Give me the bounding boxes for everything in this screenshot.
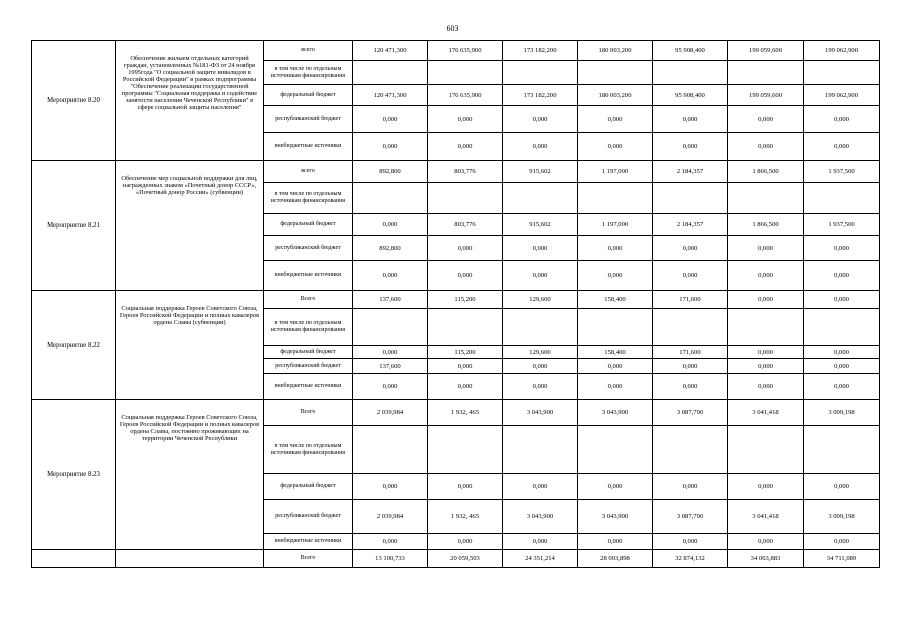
funding-source-cell: республиканский бюджет [264,359,353,374]
amount-cell: 0,000 [728,236,804,261]
measure-cell: Мероприятие 8.23 [32,400,116,550]
amount-cell: 0,000 [503,261,578,291]
amount-cell [503,309,578,346]
amount-cell: 3 041,418 [728,400,804,426]
amount-cell [428,309,503,346]
amount-cell: 95 908,400 [653,85,728,106]
amount-cell: 129,600 [503,346,578,359]
amount-cell: 0,000 [578,261,653,291]
amount-cell: 0,000 [578,236,653,261]
amount-cell [503,61,578,85]
amount-cell: 0,000 [653,106,728,133]
amount-cell [578,183,653,214]
amount-cell: 0,000 [804,236,880,261]
amount-cell: 3 041,418 [728,500,804,534]
amount-cell: 0,000 [578,374,653,400]
funding-source-cell: в том числе по отдельным источникам финансирования [264,309,353,346]
amount-cell: 176 635,900 [428,85,503,106]
amount-cell [804,61,880,85]
amount-cell [728,183,804,214]
amount-cell [428,183,503,214]
amount-cell [804,426,880,474]
amount-cell: 0,000 [578,359,653,374]
amount-cell: 0,000 [804,133,880,161]
amount-cell: 0,000 [503,236,578,261]
amount-cell: 0,000 [804,346,880,359]
amount-cell: 0,000 [503,474,578,500]
amount-cell [728,426,804,474]
amount-cell [728,61,804,85]
page-number: 603 [446,24,459,33]
table-row [32,291,880,309]
amount-cell: 0,000 [428,359,503,374]
amount-cell [578,61,653,85]
amount-cell [353,183,428,214]
amount-cell: 0,000 [578,106,653,133]
funding-source-cell: в том числе по отдельным источникам финансирования [264,61,353,85]
amount-cell: 0,000 [503,106,578,133]
amount-cell: 173 182,200 [503,85,578,106]
amount-cell [728,309,804,346]
amount-cell: 0,000 [728,346,804,359]
amount-cell: 0,000 [428,236,503,261]
amount-cell: 0,000 [503,374,578,400]
amount-cell: 199 059,600 [728,41,804,61]
measure-cell: Мероприятие 8.20 [32,41,116,161]
table-row [32,41,880,61]
amount-cell: 3 043,900 [503,500,578,534]
amount-cell: 115,200 [428,291,503,309]
amount-cell: 0,000 [653,534,728,550]
amount-cell [653,426,728,474]
amount-cell [804,309,880,346]
amount-cell: 129,600 [503,291,578,309]
amount-cell [353,309,428,346]
amount-cell [428,61,503,85]
amount-cell: 3 043,900 [503,400,578,426]
amount-cell: 0,000 [503,133,578,161]
amount-cell: 171,600 [653,346,728,359]
amount-cell: 915,602 [503,214,578,236]
amount-cell: 2 184,357 [653,214,728,236]
amount-cell [503,183,578,214]
amount-cell: 0,000 [653,359,728,374]
amount-cell: 1 197,000 [578,214,653,236]
amount-cell: 0,000 [653,133,728,161]
amount-cell: 2 039,984 [353,400,428,426]
amount-cell: 0,000 [353,346,428,359]
amount-cell: 892,800 [353,161,428,183]
measure-cell: Мероприятие 8.22 [32,291,116,400]
amount-cell: 0,000 [428,106,503,133]
amount-cell: 1 937,500 [804,161,880,183]
funding-table [31,40,880,568]
amount-cell: 34 711,089 [804,550,880,568]
funding-source-cell: федеральный бюджет [264,346,353,359]
amount-cell: 199 062,900 [804,85,880,106]
amount-cell: 0,000 [503,359,578,374]
measure-cell: Мероприятие 8.21 [32,161,116,291]
amount-cell [804,183,880,214]
amount-cell: 158,400 [578,346,653,359]
amount-cell: 0,000 [353,374,428,400]
amount-cell: 0,000 [503,534,578,550]
funding-source-cell: республиканский бюджет [264,500,353,534]
amount-cell: 0,000 [428,374,503,400]
amount-cell: 199 062,900 [804,41,880,61]
amount-cell [578,309,653,346]
funding-source-cell: Всего [264,291,353,309]
amount-cell: 0,000 [728,474,804,500]
amount-cell: 171,600 [653,291,728,309]
amount-cell: 32 874,132 [653,550,728,568]
amount-cell: 3 087,790 [653,500,728,534]
table-row [32,400,880,426]
amount-cell: 0,000 [653,261,728,291]
amount-cell: 0,000 [728,291,804,309]
measure-description-cell: Обеспечение жилыем отдельных категорий граждан, установленных №181-ФЗ от 24 ноября 1995года "О социальной защите инвалидов в Российской Федерации" в рамках подпрограммы "Обеспечение реализации государственной программы "Социальная поддержка и содействие занятости населения Чеченской Республики" в сфере социальной защиты населения" [116,41,264,161]
amount-cell: 0,000 [728,133,804,161]
amount-cell: 120 471,300 [353,85,428,106]
amount-cell: 137,600 [353,359,428,374]
amount-cell: 28 003,898 [578,550,653,568]
amount-cell: 3 099,198 [804,500,880,534]
amount-cell: 3 043,900 [578,500,653,534]
table-row [32,161,880,183]
amount-cell: 1 866,500 [728,214,804,236]
amount-cell: 0,000 [578,534,653,550]
amount-cell: 1 197,000 [578,161,653,183]
amount-cell: 1 866,500 [728,161,804,183]
funding-source-cell: в том числе по отдельным источникам финансирования [264,426,353,474]
amount-cell: 13 100,733 [353,550,428,568]
amount-cell [578,426,653,474]
amount-cell: 199 059,600 [728,85,804,106]
amount-cell: 0,000 [804,534,880,550]
funding-source-cell: внебюджетные источники [264,261,353,291]
amount-cell: 180 003,200 [578,85,653,106]
funding-source-cell: всего [264,41,353,61]
amount-cell: 173 182,200 [503,41,578,61]
amount-cell [428,426,503,474]
amount-cell: 803,776 [428,214,503,236]
amount-cell [653,61,728,85]
amount-cell: 0,000 [728,534,804,550]
amount-cell: 2 184,357 [653,161,728,183]
amount-cell: 0,000 [353,534,428,550]
amount-cell: 0,000 [353,214,428,236]
amount-cell: 0,000 [804,106,880,133]
amount-cell: 0,000 [804,291,880,309]
amount-cell: 34 063,883 [728,550,804,568]
amount-cell [353,426,428,474]
amount-cell [503,426,578,474]
funding-source-cell: республиканский бюджет [264,236,353,261]
amount-cell: 20 059,503 [428,550,503,568]
measure-cell [32,550,116,568]
amount-cell: 0,000 [804,359,880,374]
amount-cell: 0,000 [653,474,728,500]
amount-cell: 915,602 [503,161,578,183]
amount-cell: 0,000 [728,106,804,133]
measure-description-cell: Социальная поддержка Героев Советского Союза, Героев Российской Федерации и полных кавалеров ордена Славы, постоянно проживающих на территории Чеченской Республики [116,400,264,550]
amount-cell: 0,000 [428,261,503,291]
amount-cell: 803,776 [428,161,503,183]
amount-cell: 0,000 [728,374,804,400]
amount-cell: 0,000 [653,374,728,400]
amount-cell: 176 635,900 [428,41,503,61]
funding-source-cell: федеральный бюджет [264,474,353,500]
amount-cell: 3 099,198 [804,400,880,426]
amount-cell: 0,000 [353,474,428,500]
amount-cell: 115,200 [428,346,503,359]
amount-cell: 0,000 [353,261,428,291]
funding-source-cell: внебюджетные источники [264,374,353,400]
amount-cell: 0,000 [728,261,804,291]
measure-description-cell [116,550,264,568]
amount-cell: 0,000 [728,359,804,374]
amount-cell: 0,000 [428,474,503,500]
funding-source-cell: республиканский бюджет [264,106,353,133]
amount-cell: 158,400 [578,291,653,309]
amount-cell: 892,800 [353,236,428,261]
funding-source-cell: внебюджетные источники [264,534,353,550]
funding-source-cell: Всего [264,400,353,426]
amount-cell: 24 351,214 [503,550,578,568]
amount-cell [653,309,728,346]
funding-source-cell: в том числе по отдельным источникам финансирования [264,183,353,214]
amount-cell [353,61,428,85]
amount-cell: 1 932, 465 [428,400,503,426]
amount-cell: 137,600 [353,291,428,309]
amount-cell: 0,000 [578,133,653,161]
amount-cell: 3 043,900 [578,400,653,426]
table-row [32,550,880,568]
amount-cell: 0,000 [578,474,653,500]
amount-cell: 180 003,200 [578,41,653,61]
amount-cell: 0,000 [804,474,880,500]
amount-cell: 0,000 [428,133,503,161]
measure-description-cell: Социальная поддержка Героев Советского Союза, Героев Российской Федерации и полных кавалеров ордена Славы (субвенции) [116,291,264,400]
funding-source-cell: всего [264,161,353,183]
funding-source-cell: федеральный бюджет [264,85,353,106]
measure-description-cell: Обеспечение мер социальной поддержки для лиц, награжденных знаком «Почетный донор СССР», «Почетный донор России» (субвенции) [116,161,264,291]
amount-cell: 95 908,400 [653,41,728,61]
amount-cell: 3 087,790 [653,400,728,426]
amount-cell: 2 039,984 [353,500,428,534]
amount-cell: 0,000 [653,236,728,261]
amount-cell: 0,000 [804,374,880,400]
amount-cell: 0,000 [353,133,428,161]
amount-cell: 1 937,500 [804,214,880,236]
funding-source-cell: федеральный бюджет [264,214,353,236]
amount-cell: 0,000 [804,261,880,291]
amount-cell: 0,000 [353,106,428,133]
funding-source-cell: Всего [264,550,353,568]
funding-source-cell: внебюджетные источники [264,133,353,161]
amount-cell: 120 471,300 [353,41,428,61]
amount-cell: 1 932, 465 [428,500,503,534]
amount-cell [653,183,728,214]
amount-cell: 0,000 [428,534,503,550]
